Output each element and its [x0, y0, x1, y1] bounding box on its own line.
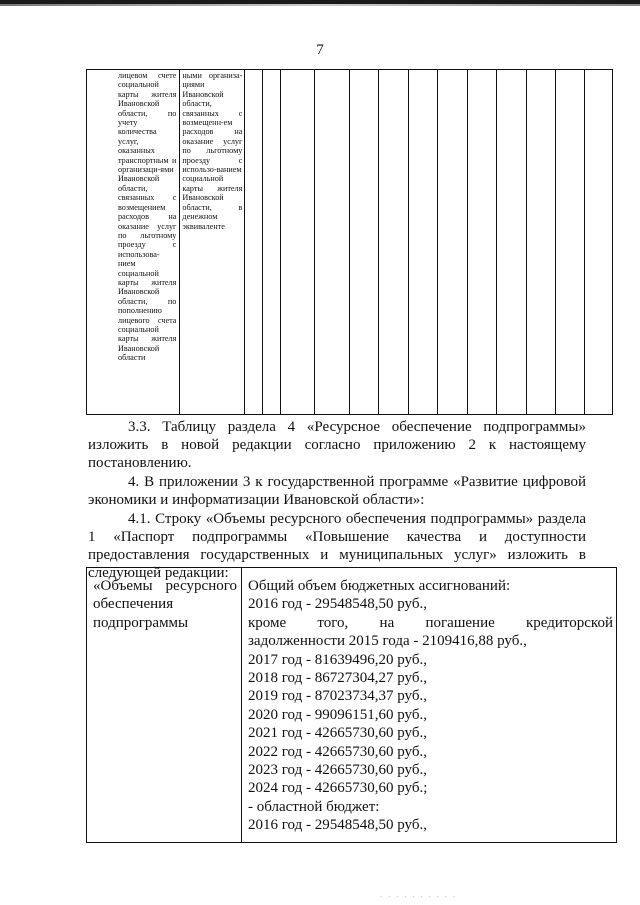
cell-text: ными организа-циями Ивановской области, связанных с возмещенн-ем расходов на оказание услуг по льготному проезду с использо-ванием социальной карты жителя Ивановской области, в денежном эквиваленте — [182, 71, 243, 231]
value-line: 2022 год - 42665730,60 руб., — [248, 743, 427, 760]
paragraph-4: 4. В приложении 3 к государственной программе «Развитие цифровой экономики и информатизации Ивановской области»: — [88, 474, 586, 508]
value-line: Общий объем бюджетных ассигнований: — [248, 578, 511, 594]
table-cell-empty — [467, 70, 496, 415]
label-line: «Объемы ресурсного — [93, 578, 237, 594]
cell-text: лицевом счете социальной карты жителя Ивановской области, по учету количества услуг, оказанных транспортным и организаци-ями Ивановской области, связанных с возмещением расходов на оказание услуг по льготному проезду с использова-нием социальной карты жителя Ивановской области, по пополнению лицевого счета социальной карты жителя Ивановской области — [118, 71, 177, 363]
label-line: обеспечения — [93, 596, 174, 613]
continuation-table — [86, 69, 613, 415]
paragraph-4-1: 4.1. Строку «Объемы ресурсного обеспечения подпрограммы» раздела 1 «Паспорт подпрограммы «Повышение качества и доступности предоставления государственных и муниципальных услуг» изложить в следующей редакции: — [88, 511, 586, 581]
value-line: 2019 год - 87023734,37 руб., — [248, 688, 427, 705]
table-row — [87, 70, 613, 415]
table-cell-empty — [497, 70, 526, 415]
resource-value-cell — [242, 568, 617, 843]
value-line: 2017 год - 81639496,20 руб., — [248, 651, 427, 668]
value-line: 2016 год - 29548548,50 руб., — [248, 817, 427, 834]
scan-artifact: · · · · · · · · · · — [380, 893, 458, 901]
table-row — [87, 568, 617, 843]
table-cell-empty — [315, 70, 350, 415]
value-line: - областной бюджет: — [248, 798, 380, 815]
value-line: 2024 год - 42665730,60 руб.; — [248, 780, 428, 797]
value-line: 2016 год - 29548548,50 руб., — [248, 596, 427, 613]
table-cell-empty — [556, 70, 585, 415]
value-line: 2020 год - 99096151,60 руб., — [248, 706, 427, 723]
table-cell-description — [180, 70, 245, 415]
resource-table — [86, 567, 617, 843]
table-cell-empty — [379, 70, 408, 415]
table-cell-empty — [245, 70, 262, 415]
value-line: 2023 год - 42665730,60 руб., — [248, 762, 427, 779]
table-cell-empty — [438, 70, 467, 415]
table-cell-empty — [280, 70, 315, 415]
table-cell-description — [87, 70, 180, 415]
table-cell-empty — [585, 70, 613, 415]
value-line: кроме того, на погашение кредиторской — [248, 614, 613, 631]
paragraph-3-3: 3.3. Таблицу раздела 4 «Ресурсное обеспечение подпрограммы» изложить в новой редакции согласно приложению 2 к настоящему постановлению. — [88, 419, 586, 471]
resource-label-cell — [87, 568, 242, 843]
page-number: 7 — [316, 42, 324, 58]
table-cell-empty — [262, 70, 280, 415]
scan-top-edge-shadow — [0, 4, 640, 6]
value-line: задолженности 2015 года - 2109416,88 руб., — [248, 633, 527, 650]
table-cell-empty — [408, 70, 437, 415]
value-line: 2018 год - 86727304,27 руб., — [248, 670, 427, 687]
label-line: подпрограммы — [93, 614, 189, 631]
value-line: 2021 год - 42665730,60 руб., — [248, 725, 427, 742]
table-cell-empty — [349, 70, 378, 415]
table-cell-empty — [526, 70, 555, 415]
